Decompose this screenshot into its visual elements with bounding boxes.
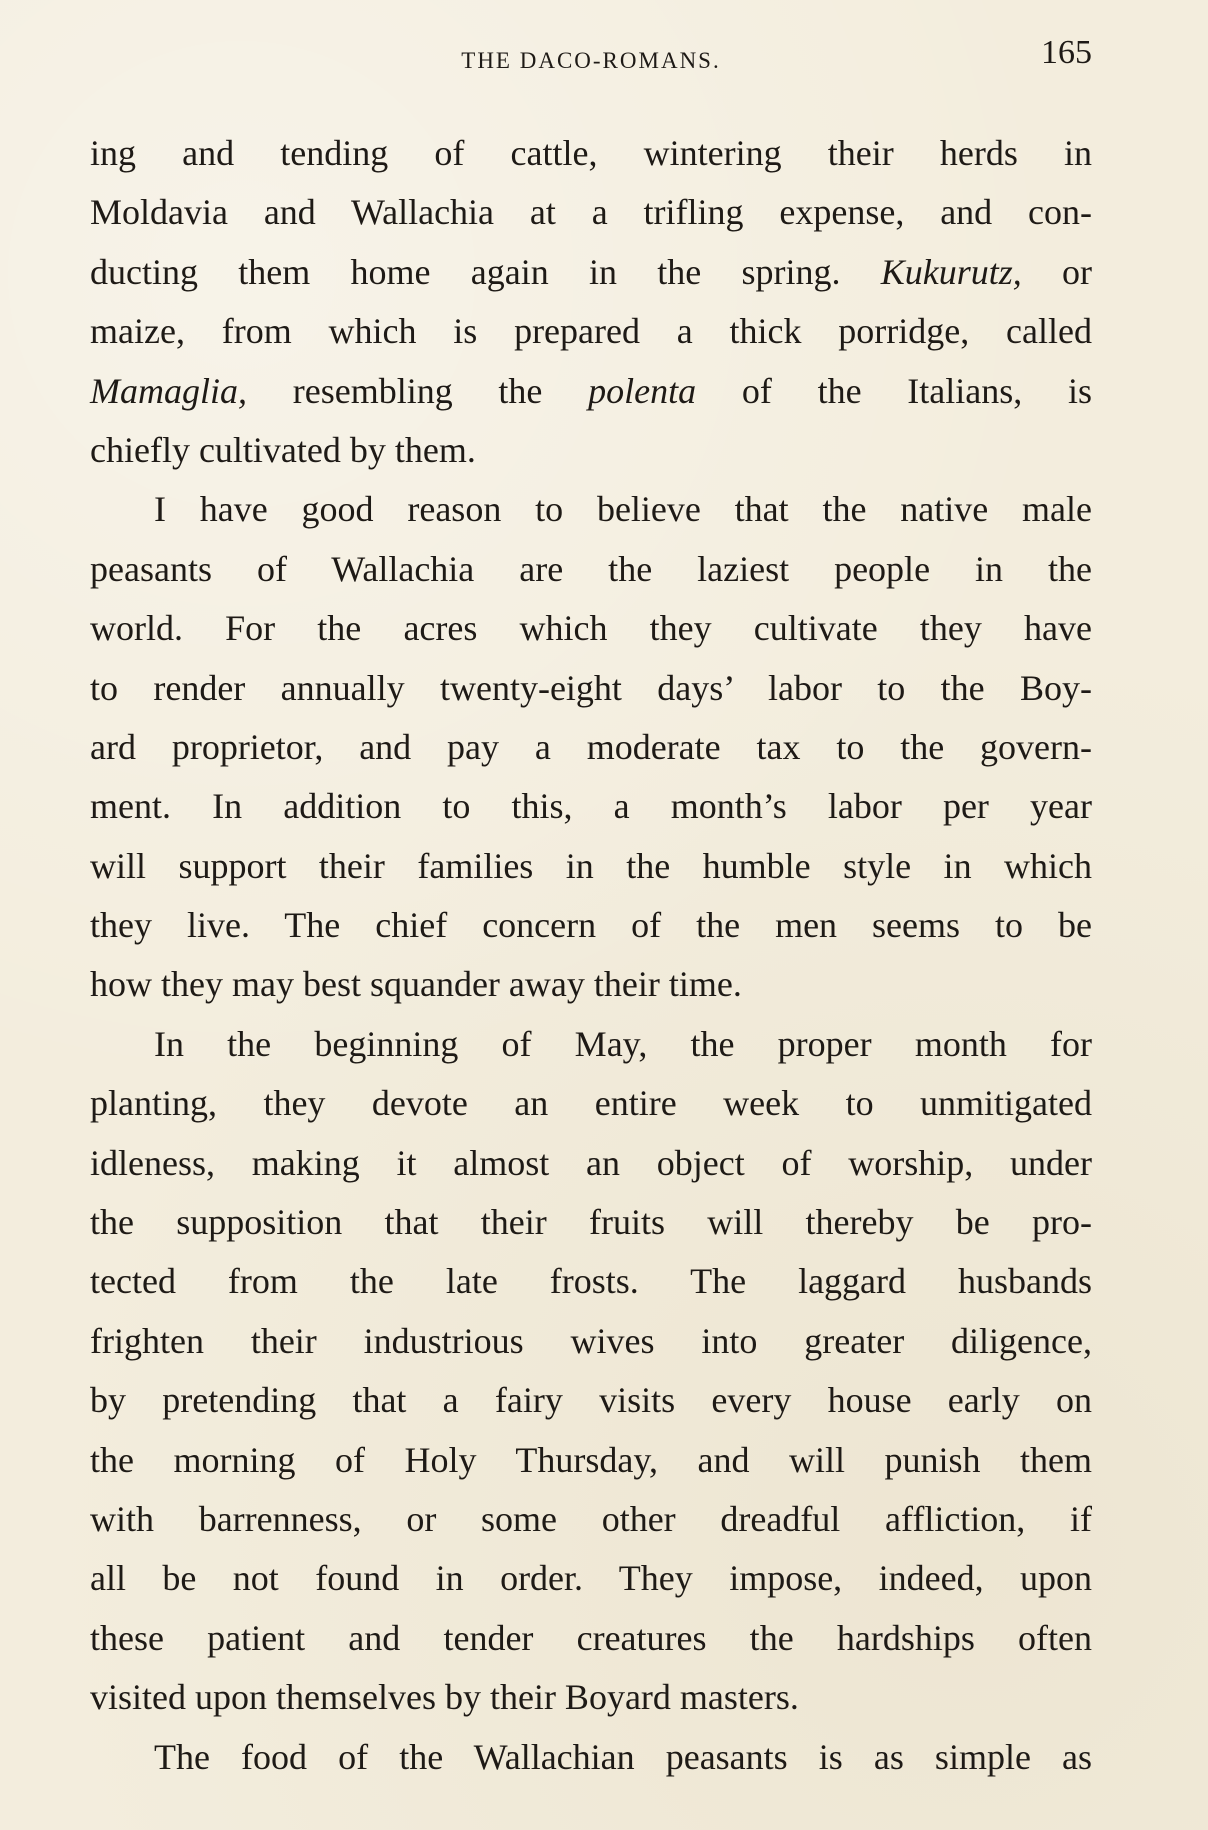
running-title: THE DACO-ROMANS. bbox=[461, 48, 721, 73]
text-line: the supposition that their fruits will thereby be pro- bbox=[90, 1202, 1092, 1243]
page-body-text bbox=[90, 124, 1092, 1787]
page-header bbox=[90, 36, 1092, 92]
text-line: planting, they devote an entire week to unmitigated bbox=[90, 1083, 1092, 1124]
text-line: to render annually twenty-eight days’ labor to the Boy- bbox=[90, 667, 1092, 708]
paragraph-start-line: The food of the Wallachian peasants is as simple as bbox=[154, 1736, 1092, 1777]
text-line: chiefly cultivated by them. bbox=[90, 429, 476, 470]
text-line: with barrenness, or some other dreadful affliction, if bbox=[90, 1498, 1092, 1539]
text-segment: resembling the bbox=[292, 370, 543, 411]
text-line: ing and tending of cattle, wintering their herds in bbox=[90, 133, 1092, 173]
text-line: ment. In addition to this, a month’s labor per year bbox=[90, 786, 1092, 827]
paragraph-start-line: In the beginning of May, the proper month for bbox=[154, 1023, 1092, 1064]
text-line: peasants of Wallachia are the laziest people in the bbox=[90, 548, 1092, 589]
text-line: maize, from which is prepared a thick porridge, called bbox=[90, 311, 1092, 352]
text-line: by pretending that a fairy visits every house early on bbox=[90, 1380, 1092, 1421]
text-line: visited upon themselves by their Boyard masters. bbox=[90, 1677, 799, 1718]
text-line: will support their families in the humble style in which bbox=[90, 845, 1092, 886]
text-line bbox=[90, 243, 1092, 302]
text-line: all be not found in order. They impose, indeed, upon bbox=[90, 1558, 1092, 1599]
text-segment: of the Italians, is bbox=[741, 370, 1092, 411]
text-line: how they may best squander away their time. bbox=[90, 964, 742, 1005]
text-line: frighten their industrious wives into greater diligence, bbox=[90, 1320, 1092, 1361]
text-line: Moldavia and Wallachia at a trifling expense, and con- bbox=[90, 192, 1092, 233]
text-line: idleness, making it almost an object of worship, under bbox=[90, 1142, 1092, 1183]
text-line: the morning of Holy Thursday, and will punish them bbox=[90, 1439, 1092, 1480]
text-line: ard proprietor, and pay a moderate tax to the govern- bbox=[90, 726, 1092, 767]
page-number: 165 bbox=[1041, 34, 1092, 71]
italic-term-kukurutz: Kukurutz, bbox=[880, 251, 1022, 292]
text-segment: ducting them home again in the spring. bbox=[90, 251, 841, 292]
italic-term-mamaglia: Mamaglia, bbox=[90, 370, 247, 411]
text-line bbox=[90, 362, 1092, 421]
text-line: these patient and tender creatures the hardships often bbox=[90, 1617, 1092, 1658]
paragraph-start-line: I have good reason to believe that the native male bbox=[154, 489, 1092, 530]
text-line: world. For the acres which they cultivate they have bbox=[90, 608, 1092, 649]
text-segment: or bbox=[1062, 251, 1093, 292]
text-line: tected from the late frosts. The laggard husbands bbox=[90, 1261, 1092, 1302]
italic-term-polenta: polenta bbox=[588, 370, 697, 411]
text-line: they live. The chief concern of the men seems to be bbox=[90, 905, 1092, 946]
